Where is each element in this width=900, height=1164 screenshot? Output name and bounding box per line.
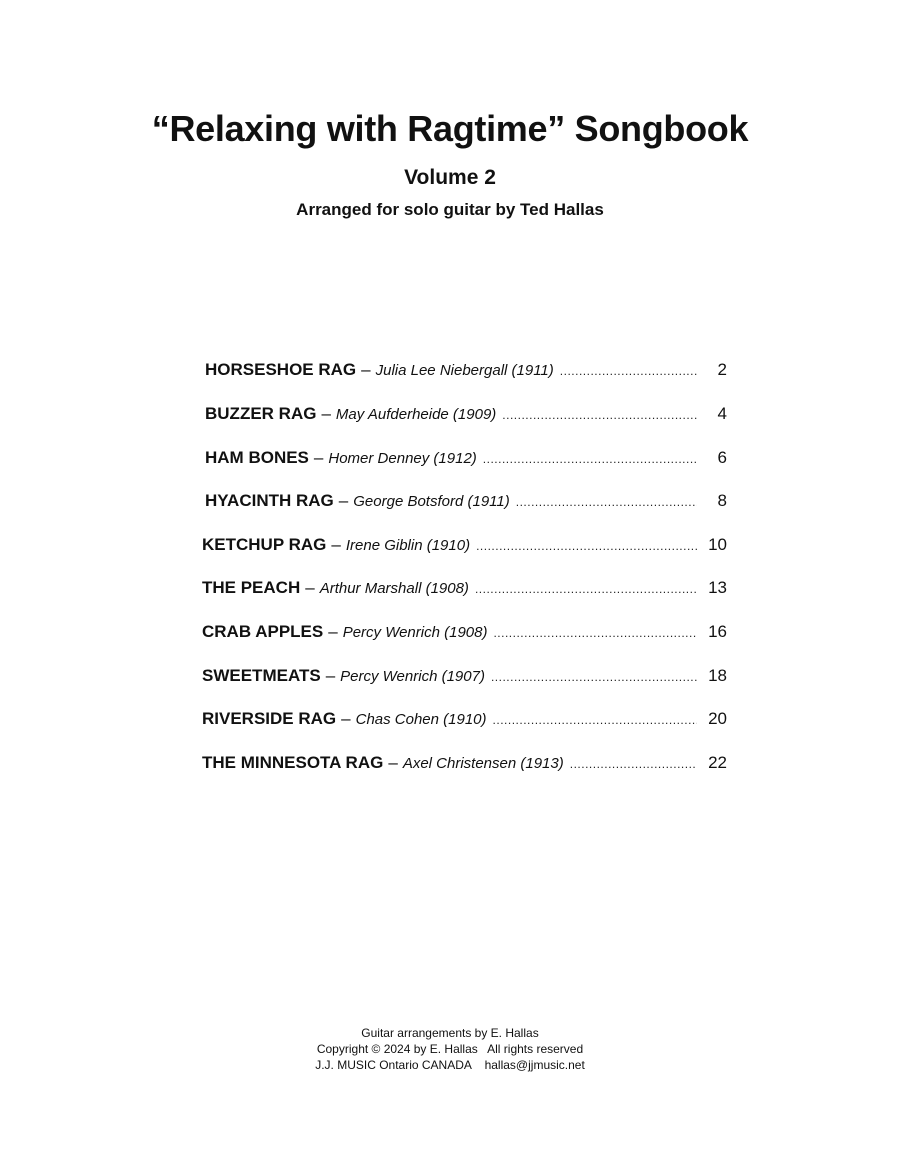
dot-leader xyxy=(493,713,697,727)
volume-subtitle: Volume 2 xyxy=(404,166,496,189)
song-title: THE MINNESOTA RAG xyxy=(202,753,384,772)
song-title: CRAB APPLES xyxy=(202,622,324,641)
dot-leader xyxy=(502,408,697,422)
dot-leader xyxy=(570,757,697,771)
dot-leader xyxy=(483,452,697,466)
page-number: 10 xyxy=(708,535,727,554)
composer-name: Irene Giblin (1910) xyxy=(345,537,471,554)
dot-leader xyxy=(493,626,697,640)
dot-leader xyxy=(560,364,697,378)
page-number: 22 xyxy=(708,753,727,772)
copyright-footer xyxy=(0,1025,900,1073)
toc-entry xyxy=(0,666,727,692)
toc-entry xyxy=(0,448,727,474)
separator-dash: – xyxy=(331,535,341,554)
song-title: HYACINTH RAG xyxy=(205,491,334,510)
separator-dash: – xyxy=(325,666,336,685)
song-title: RIVERSIDE RAG xyxy=(202,709,337,728)
separator-dash: – xyxy=(305,578,315,597)
footer-copyright-line: Copyright © 2024 by E. Hallas All rights reserved xyxy=(316,1042,584,1056)
page-number: 6 xyxy=(717,448,727,467)
song-title: THE PEACH xyxy=(202,578,301,597)
dot-leader xyxy=(476,539,697,553)
composer-name: Percy Wenrich (1908) xyxy=(342,624,488,641)
page-number: 18 xyxy=(708,666,727,685)
separator-dash: – xyxy=(313,448,324,467)
song-title: BUZZER RAG xyxy=(205,404,317,423)
page-number: 4 xyxy=(717,404,727,423)
song-title: SWEETMEATS xyxy=(202,666,321,685)
composer-name: Axel Christensen (1913) xyxy=(402,755,564,772)
song-title: KETCHUP RAG xyxy=(202,535,327,554)
toc-entry xyxy=(0,360,727,386)
composer-name: George Botsford (1911) xyxy=(353,493,510,510)
dot-leader xyxy=(491,670,697,684)
page-title: “Relaxing with Ragtime” Songbook xyxy=(151,108,749,149)
separator-dash: – xyxy=(361,360,371,379)
toc-entry xyxy=(0,404,727,430)
footer-publisher-line: J.J. MUSIC Ontario CANADA hallas@jjmusic.net xyxy=(315,1058,585,1072)
separator-dash: – xyxy=(388,753,398,772)
separator-dash: – xyxy=(338,491,349,510)
footer-arrangements-line: Guitar arrangements by E. Hallas xyxy=(361,1026,539,1040)
composer-name: May Aufderheide (1909) xyxy=(335,406,497,423)
toc-entry xyxy=(0,622,727,648)
arranger-line: Arranged for solo guitar by Ted Hallas xyxy=(296,200,604,219)
composer-name: Julia Lee Niebergall (1911) xyxy=(375,362,554,379)
toc-entry xyxy=(0,578,727,604)
page-number: 2 xyxy=(717,360,727,379)
composer-name: Homer Denney (1912) xyxy=(328,450,477,467)
toc-entry xyxy=(0,535,727,561)
composer-name: Percy Wenrich (1907) xyxy=(340,668,485,685)
dot-leader xyxy=(516,495,697,509)
separator-dash: – xyxy=(328,622,338,641)
page-number: 20 xyxy=(708,709,727,728)
page-number: 8 xyxy=(717,491,727,510)
toc-entry xyxy=(0,491,727,517)
separator-dash: – xyxy=(341,709,351,728)
song-title: HORSESHOE RAG xyxy=(205,360,357,379)
toc-entry xyxy=(0,753,727,779)
song-title: HAM BONES xyxy=(205,448,309,467)
composer-name: Arthur Marshall (1908) xyxy=(319,580,469,597)
page-number: 13 xyxy=(708,578,727,597)
toc-entry xyxy=(0,709,727,735)
composer-name: Chas Cohen (1910) xyxy=(355,711,487,728)
separator-dash: – xyxy=(321,404,331,423)
dot-leader xyxy=(475,582,697,596)
page-number: 16 xyxy=(708,622,727,641)
